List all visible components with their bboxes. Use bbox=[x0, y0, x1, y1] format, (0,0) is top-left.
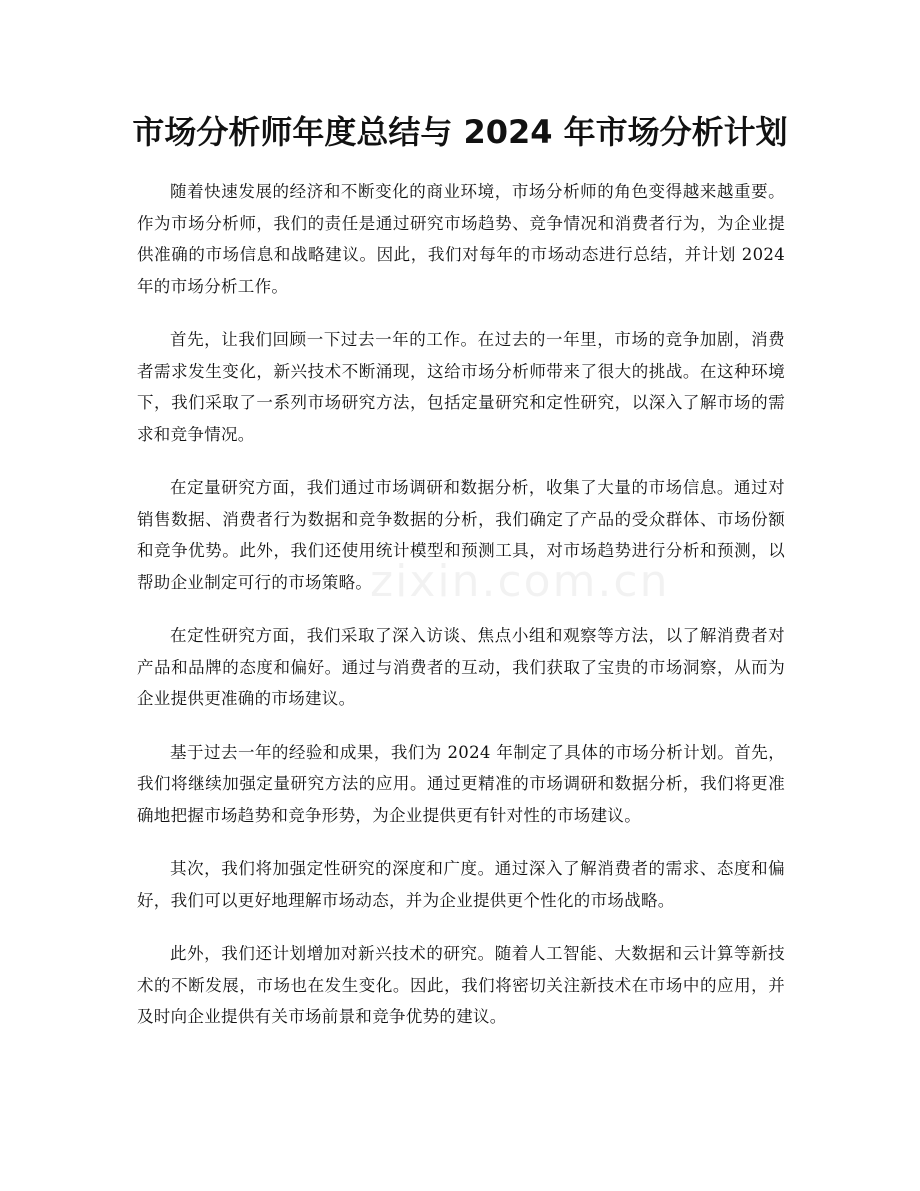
paragraph-qualitative: 在定性研究方面，我们采取了深入访谈、焦点小组和观察等方法，以了解消费者对产品和品牌的态度和偏好。通过与消费者的互动，我们获取了宝贵的市场洞察，从而为企业提供更准确的市场建议。 bbox=[137, 626, 785, 708]
paragraph-quantitative: 在定量研究方面，我们通过市场调研和数据分析，收集了大量的市场信息。通过对销售数据、消费者行为数据和竞争数据的分析，我们确定了产品的受众群体、市场份额和竞争优势。此外，我们还使用统计模型和预测工具，对市场趋势进行分析和预测，以帮助企业制定可行的市场策略。 bbox=[137, 478, 785, 592]
document-body bbox=[137, 176, 785, 1055]
paragraph-intro: 随着快速发展的经济和不断变化的商业环境，市场分析师的角色变得越来越重要。作为市场分析师，我们的责任是通过研究市场趋势、竞争情况和消费者行为，为企业提供准确的市场信息和战略建议。因此，我们对每年的市场动态进行总结，并计划 2024 年的市场分析工作。 bbox=[137, 182, 785, 296]
document-title: 市场分析师年度总结与 2024 年市场分析计划 bbox=[132, 113, 788, 151]
watermark: zixin.com.cn bbox=[370, 556, 670, 607]
paragraph-qualitative-plan: 其次，我们将加强定性研究的深度和广度。通过深入了解消费者的需求、态度和偏好，我们可以更好地理解市场动态，并为企业提供更个性化的市场战略。 bbox=[137, 859, 785, 910]
paragraph-technology: 此外，我们还计划增加对新兴技术的研究。随着人工智能、大数据和云计算等新技术的不断发展，市场也在发生变化。因此，我们将密切关注新技术在市场中的应用，并及时向企业提供有关市场前景和竞争优势的建议。 bbox=[137, 944, 785, 1026]
paragraph-plan: 基于过去一年的经验和成果，我们为 2024 年制定了具体的市场分析计划。首先，我们将继续加强定量研究方法的应用。通过更精准的市场调研和数据分析，我们将更准确地把握市场趋势和竞争形势，为企业提供更有针对性的市场建议。 bbox=[137, 742, 785, 825]
paragraph-review: 首先，让我们回顾一下过去一年的工作。在过去的一年里，市场的竞争加剧，消费者需求发生变化，新兴技术不断涌现，这给市场分析师带来了很大的挑战。在这种环境下，我们采取了一系列市场研究方法，包括定量研究和定性研究，以深入了解市场的需求和竞争情况。 bbox=[137, 330, 785, 444]
